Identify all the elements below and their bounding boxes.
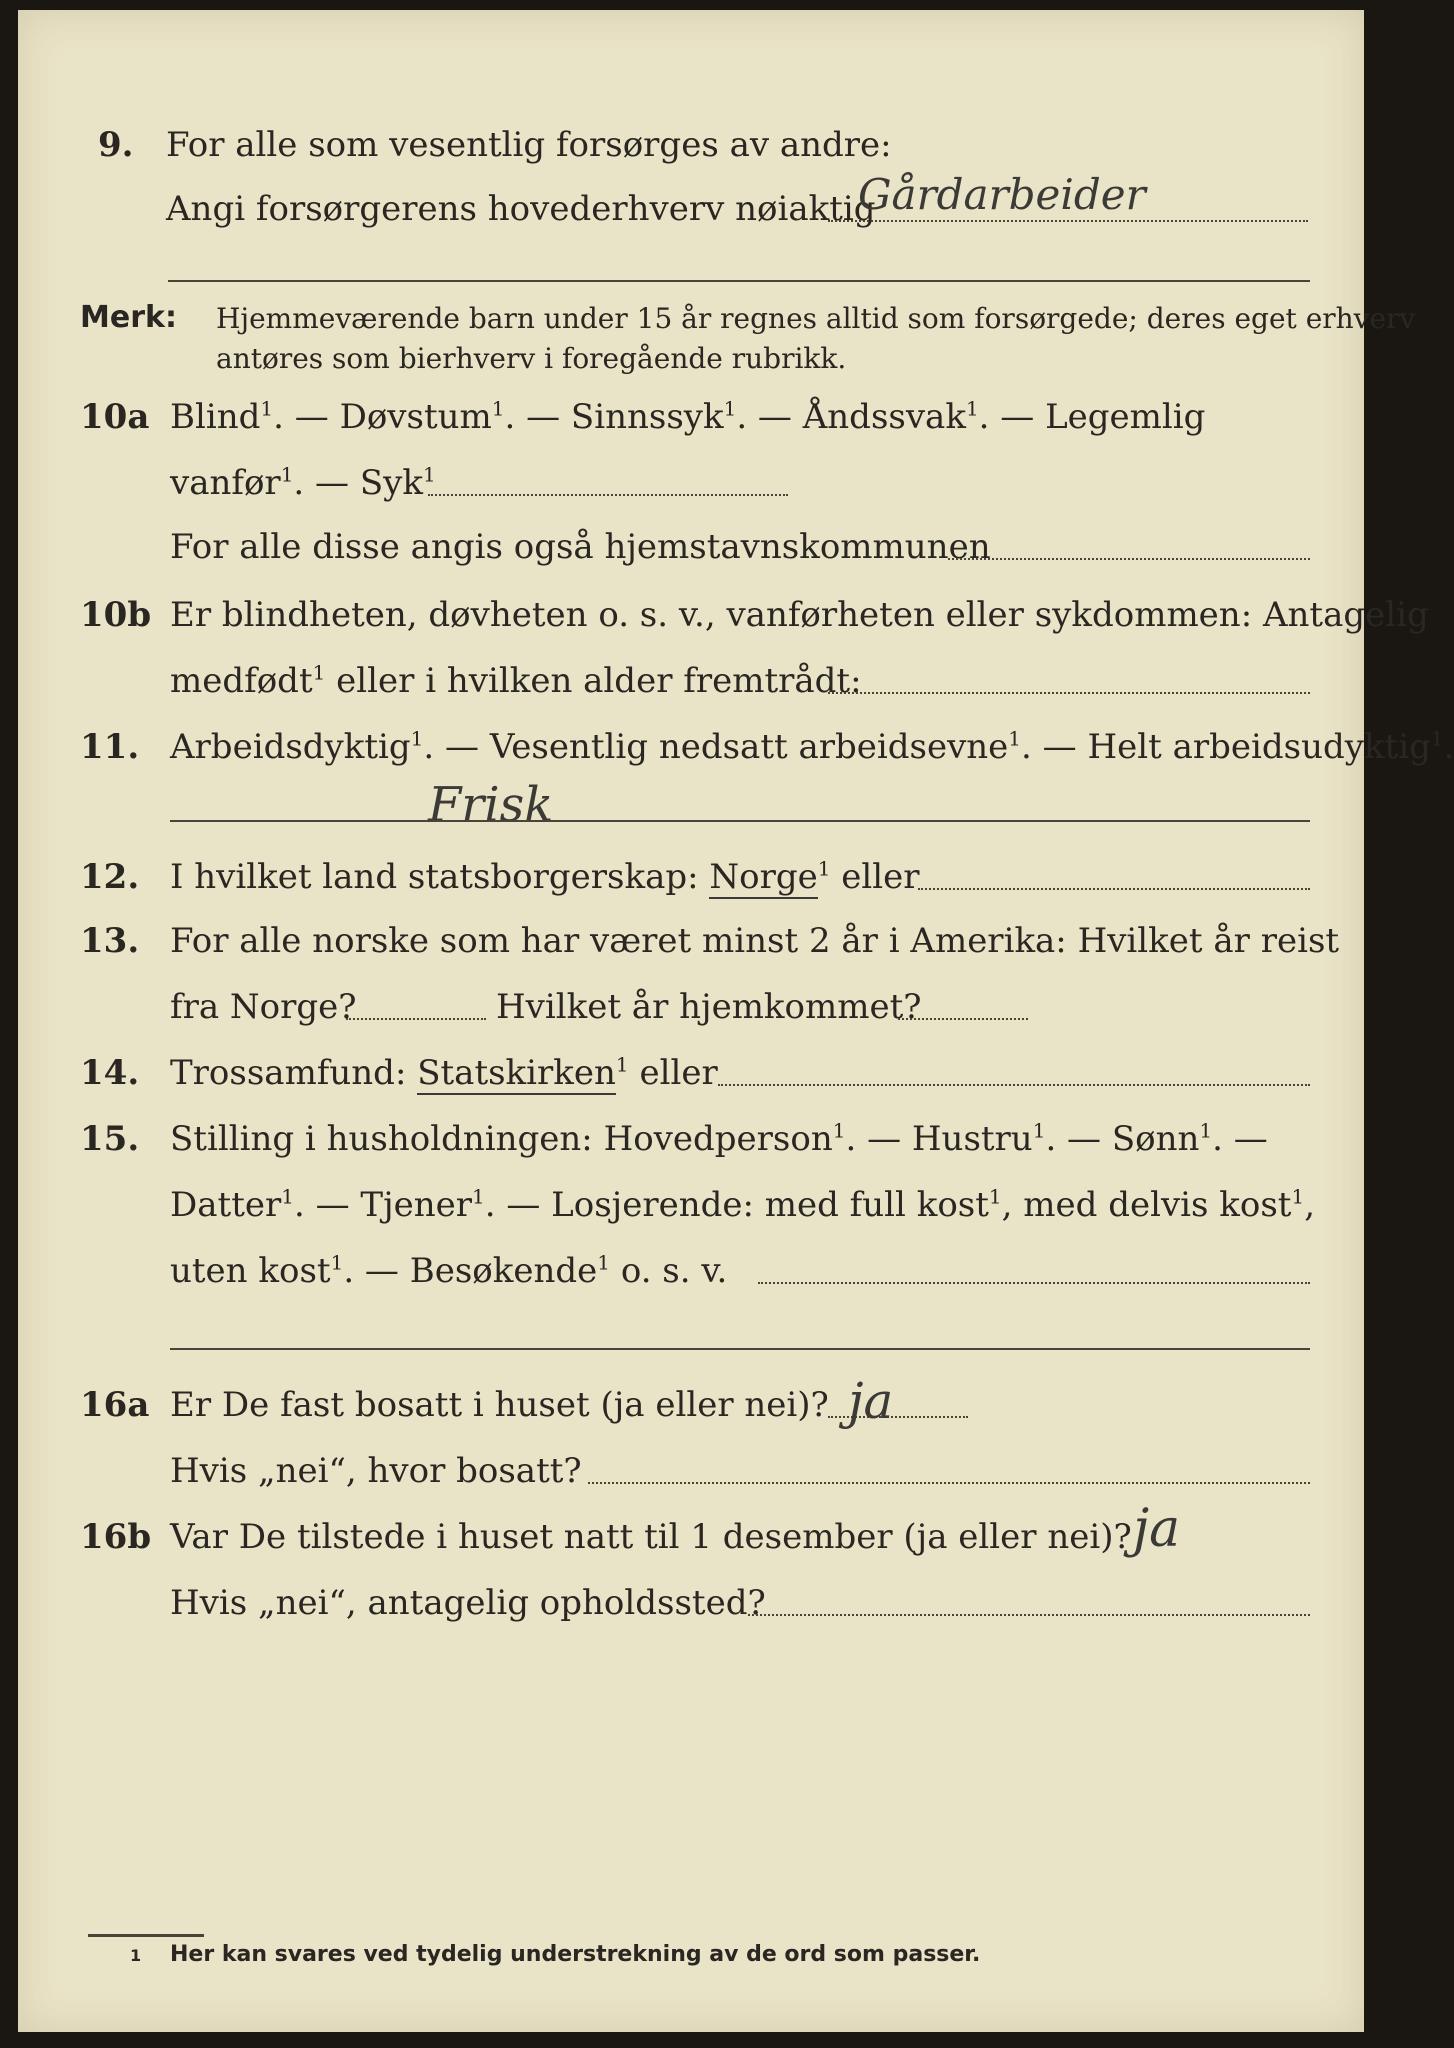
q12-answer-line[interactable]	[918, 888, 1310, 890]
merk-line1: Hjemmeværende barn under 15 år regnes alltid som forsørgede; deres eget erhverv	[216, 302, 1416, 335]
q14-statskirken-underlined: Statskirken	[417, 1053, 616, 1093]
q12-norge-underlined: Norge	[709, 857, 818, 897]
q14-line: Trossamfund: Statskirken$^1$ eller	[170, 1052, 718, 1093]
q15-number: 15.	[80, 1119, 140, 1159]
q16b-handwritten-answer: ja	[1133, 1499, 1181, 1559]
q16b-number: 16b	[80, 1517, 152, 1557]
q10a-line1: Blind$^1$. — Døvstum$^1$. — Sinnssyk$^1$. — Åndssvak$^1$. — Legemlig	[170, 396, 1206, 437]
q9-extra-line[interactable]	[168, 280, 1310, 282]
q10a-number: 10a	[80, 397, 150, 437]
q16a-line1: Er De fast bosatt i huset (ja eller nei)?	[170, 1385, 829, 1425]
q15-line2: Datter$^1$. — Tjener$^1$. — Losjerende: med full kost$^1$, med delvis kost$^1$,	[170, 1184, 1316, 1225]
q10b-answer-line[interactable]	[828, 692, 1310, 694]
q9-answer-line[interactable]	[828, 220, 1308, 222]
q16b-oppholdssted-line[interactable]	[748, 1614, 1310, 1616]
q13-line2a: fra Norge?	[170, 987, 357, 1027]
footnote-divider	[88, 1934, 204, 1937]
footnote-mark: 1	[130, 1946, 142, 1965]
q14-number: 14.	[80, 1053, 140, 1093]
q11-answer-line[interactable]	[170, 820, 1310, 822]
q16a-handwritten-answer: ja	[848, 1372, 894, 1430]
q16b-line2: Hvis „nei“, antagelig opholdssted?	[170, 1583, 766, 1623]
q9-line2: Angi forsørgerens hovederhverv nøiaktig	[166, 189, 876, 229]
footnote-text: Her kan svares ved tydelig understrekning av de ord som passer.	[170, 1942, 981, 1967]
q11-number: 11.	[80, 727, 140, 767]
q16a-line2: Hvis „nei“, hvor bosatt?	[170, 1451, 582, 1491]
q10a-line2: vanfør$^1$. — Syk$^1$	[170, 462, 436, 503]
q10a-syk-line[interactable]	[428, 494, 788, 496]
q12-number: 12.	[80, 857, 140, 897]
q11-line1: Arbeidsdyktig$^1$. — Vesentlig nedsatt arbeidsevne$^1$. — Helt arbeidsudyktig$^1$.	[170, 726, 1454, 767]
q10b-number: 10b	[80, 595, 152, 635]
q13-line2b: Hvilket år hjemkommet?	[496, 987, 922, 1027]
q15-line1: Stilling i husholdningen: Hovedperson$^1$. — Hustru$^1$. — Sønn$^1$. —	[170, 1118, 1268, 1159]
q16a-bosatt-line[interactable]	[588, 1482, 1310, 1484]
q13-number: 13.	[80, 921, 140, 961]
q10a-hjemstavn-line[interactable]	[948, 558, 1310, 560]
q13-line1: For alle norske som har været minst 2 år i Amerika: Hvilket år reist	[170, 921, 1340, 961]
merk-label: Merk:	[80, 300, 177, 335]
merk-line2: antøres som bierhverv i foregående rubrikk.	[216, 342, 847, 375]
q16b-line1: Var De tilstede i huset natt til 1 desember (ja eller nei)?	[170, 1517, 1132, 1557]
q10b-line2: medfødt$^1$ eller i hvilken alder fremtrådt:	[170, 660, 862, 701]
q10b-line1: Er blindheten, døvheten o. s. v., vanførheten eller sykdommen: Antagelig	[170, 595, 1429, 635]
q9-line1: For alle som vesentlig forsørges av andre:	[166, 125, 892, 165]
q9-handwritten-answer: Gårdarbeider	[858, 170, 1146, 219]
census-form-page	[18, 10, 1454, 2032]
q11-handwritten-answer: Frisk	[428, 777, 554, 833]
q10a-line3: For alle disse angis også hjemstavnskommunen	[170, 527, 991, 567]
q14-answer-line[interactable]	[718, 1084, 1310, 1086]
q9-number: 9.	[98, 125, 134, 165]
q13-hjemkommet-line[interactable]	[898, 1018, 1028, 1020]
q15-line3: uten kost$^1$. — Besøkende$^1$ o. s. v.	[170, 1250, 728, 1291]
q16a-number: 16a	[80, 1385, 150, 1425]
q15-answer-line[interactable]	[758, 1282, 1310, 1284]
q12-line: I hvilket land statsborgerskap: Norge$^1$ eller	[170, 856, 920, 897]
q15-extra-line[interactable]	[170, 1348, 1310, 1350]
q13-reist-line[interactable]	[346, 1018, 486, 1020]
